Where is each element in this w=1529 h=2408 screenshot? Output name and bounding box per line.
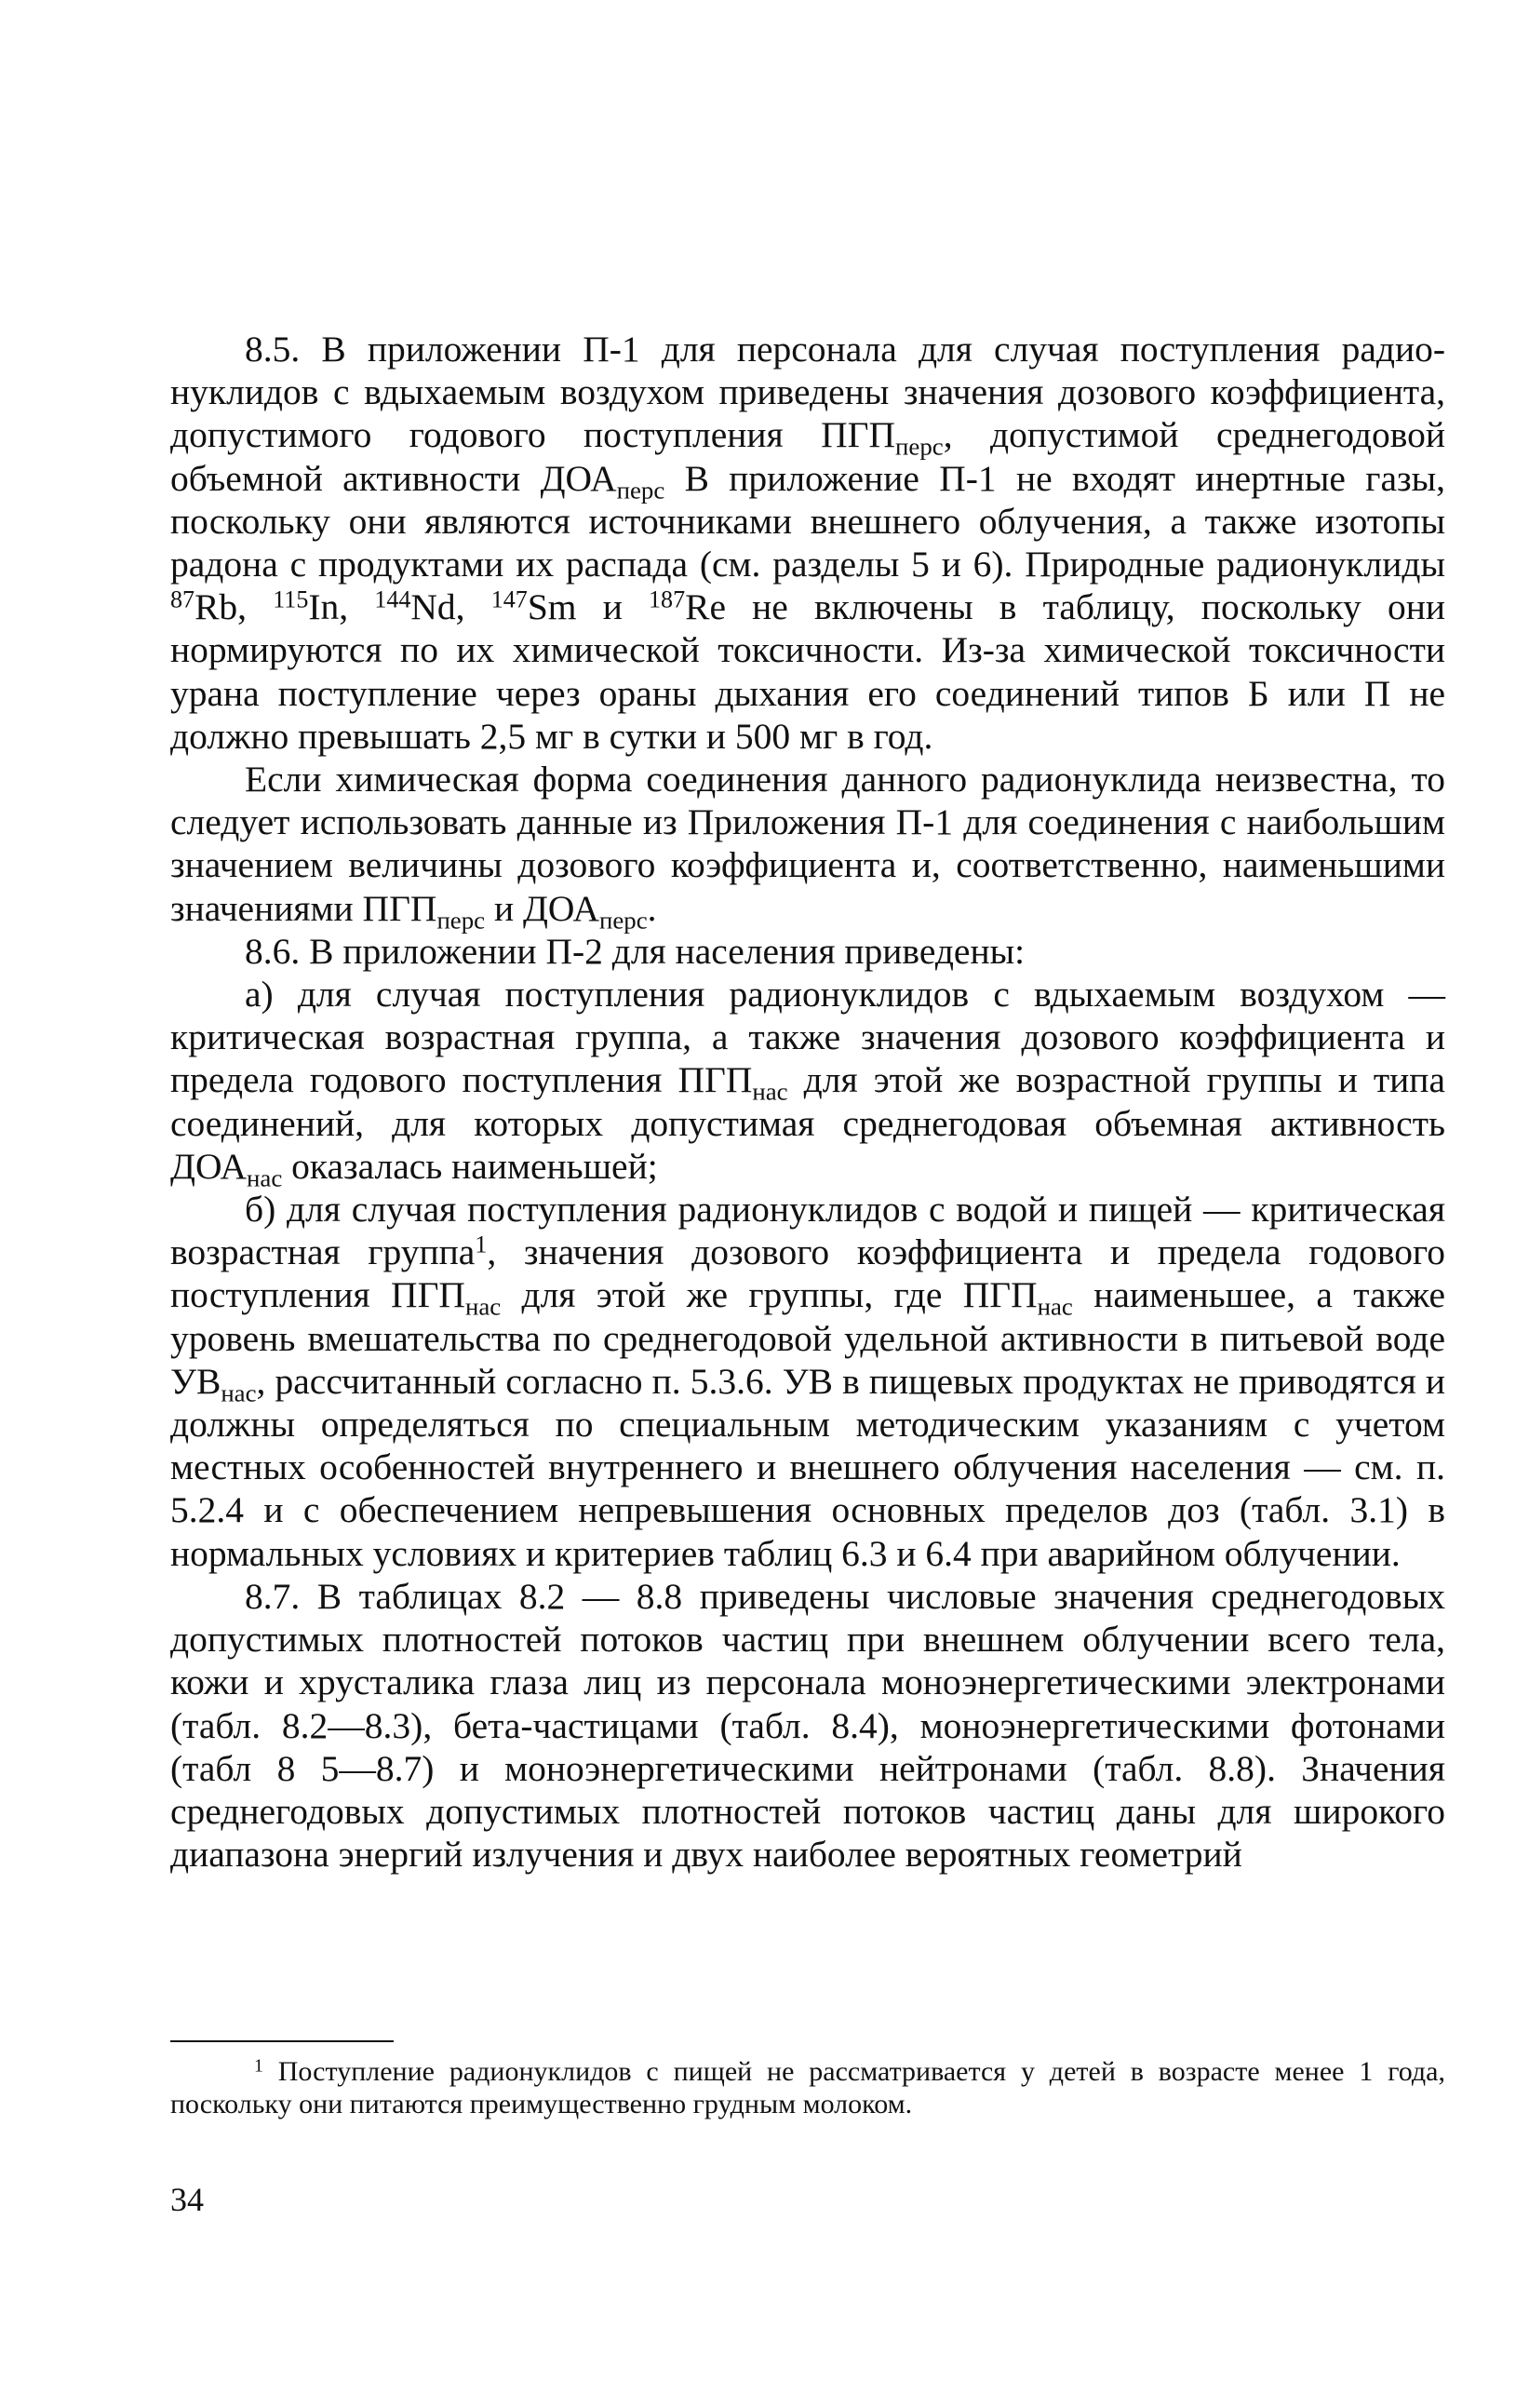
footnote	[170, 2055, 1445, 2120]
text-run: наименьшее, а также уровень вмешательства по среднегодовой удельной активности в питьевой воде УВ	[170, 1274, 1445, 1402]
subscript: нас	[221, 1379, 257, 1407]
subscript: перс	[616, 476, 665, 504]
text-run: Sm и	[527, 586, 650, 628]
superscript: 87	[170, 585, 195, 613]
subscript: нас	[1037, 1293, 1073, 1322]
superscript: 147	[490, 585, 528, 613]
paragraph-8-5	[170, 328, 1445, 758]
text-run: Nd,	[410, 586, 491, 628]
footnote-text: Поступление радионуклидов с пищей не рассматривается у детей в возрасте менее 1 года, поскольку они питаются преимущественно грудным молоком.	[170, 2056, 1445, 2119]
subscript: перс	[436, 906, 486, 935]
text-run: б) для случая поступления радионуклидов с водой и пищей — критическая возрастная группа	[170, 1189, 1445, 1273]
text-run: .	[647, 887, 657, 929]
text-run: т	[1159, 457, 1176, 499]
footnote-separator	[170, 2040, 394, 2042]
paragraph-8-6-a	[170, 973, 1445, 1192]
footnote-reference: 1	[475, 1231, 488, 1258]
superscript: 115	[273, 585, 309, 613]
subscript: перс	[895, 433, 944, 461]
subscript: нас	[752, 1078, 788, 1107]
paragraph-8-6: 8.6. В приложении П-2 для населения приведены:	[245, 930, 1026, 972]
superscript: 187	[649, 585, 686, 613]
text-run: Rb,	[194, 586, 274, 628]
text-run: для этой же группы, где ПГП	[501, 1274, 1038, 1316]
text-run: 8.5. В приложении П-1 для персонала для случая поступления радионуклидов с вдыхаемым воздухом приведены значения дозового коэффициента, допустимого годового поступления ПГП	[170, 329, 1445, 456]
subscript: нас	[464, 1293, 502, 1322]
superscript: 144	[374, 585, 411, 613]
text-run: , допустимой среднегодовой объемной активности ДОА	[170, 414, 1445, 499]
subscript: перс	[599, 906, 648, 935]
text-run: В приложение П-1 не входя	[664, 457, 1160, 499]
paragraph-8-7: 8.7. В таблицах 8.2 — 8.8 приведены числовые значения среднегодовых допустимых плотностей потоков частиц при внешнем облучении всего тела, кожи и хрусталика глаза лиц из персонала моноэнергетическими электронами (табл. 8.2—8.3), бета-частицами (табл. 8.4), моноэнергетическими фотонами (табл 8 5—8.7) и моноэнергетическими нейтронами (табл. 8.8). Значения среднегодовых допустимых плотностей потоков частиц даны для широкого диапазона энергий излучения и двух наиболее вероятных геометрий	[170, 1575, 1445, 1876]
page-number: 34	[170, 2181, 204, 2218]
text-run: оказалась наименьшей;	[282, 1145, 658, 1187]
text-run: и ДОА	[485, 887, 600, 929]
text-run: а) для случая поступления радионуклидов с вдыхаемым воздухом — критическая возрастная группа, а также значения дозового коэффициента и предела годового поступления ПГП	[170, 974, 1445, 1101]
text-run: , значения дозового коэффициента и предела годового поступления ПГП	[170, 1231, 1445, 1316]
main-text	[170, 328, 1445, 1876]
paragraph-8-6-b	[170, 1188, 1445, 1575]
text-run: In,	[308, 586, 375, 628]
text-run: для этой же возрастной группы и типа соединений, для которых допустимая среднегодовая объемная активность ДОА	[170, 1059, 1445, 1187]
text-run: Re не включены в таблицу, поскольку они нормируются по их химической токсичности. Из-за химической токсичности урана поступление через ораны дыхания его соединений типов Б или П не должно превышать 2,5 мг в сутки и 500 мг в год.	[170, 586, 1445, 757]
text-run: инертные газы, поскольку они являются источниками внешнего облучения, а также изотопы радона с продуктами их распада (см. разделы 5 и 6). Природные радионуклиды	[170, 457, 1445, 585]
footnote-marker: 1	[254, 2055, 263, 2077]
subscript: нас	[247, 1164, 283, 1192]
text-run: , рассчитанный согласно п. 5.3.6. УВ в пищевых продуктах не приводятся и должны определяться по специальным методическим указаниям с учетом местных особенностей внутреннего и внешнего облучения населения — см. п. 5.2.4 и с обеспечением непревышения основных пределов доз (табл. 3.1) в нормальных условиях и критериев таблиц 6.3 и 6.4 при аварийном облучении.	[170, 1360, 1445, 1574]
paragraph-8-5-continued	[170, 758, 1445, 935]
text-run: Если химическая форма соединения данного радионуклида неизвестна, то следует использовать данные из Приложения П-1 для соединения с наибольшим значением величины дозового коэффициента и, соответственно, наименьшими значениями ПГП	[170, 759, 1445, 929]
